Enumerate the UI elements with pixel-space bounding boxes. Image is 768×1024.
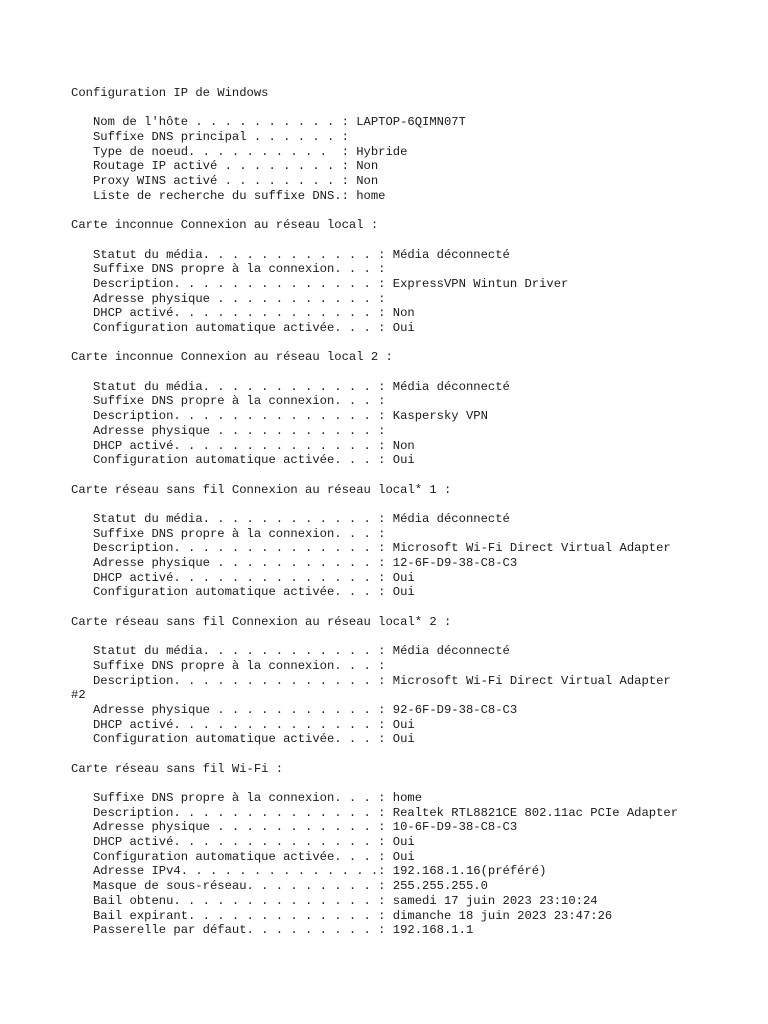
output-line: DHCP activé. . . . . . . . . . . . . . : Oui	[71, 835, 415, 850]
output-line: DHCP activé. . . . . . . . . . . . . . : Non	[71, 438, 415, 453]
output-line: Carte réseau sans fil Wi-Fi :	[71, 761, 284, 776]
blank-line	[71, 629, 768, 644]
output-line: Carte réseau sans fil Connexion au réseau local* 1 :	[71, 482, 452, 497]
output-line: Description. . . . . . . . . . . . . . : Microsoft Wi-Fi Direct Virtual Adapter	[71, 541, 671, 556]
output-line: Adresse IPv4. . . . . . . . . . . . . .: 192.168.1.16(préféré)	[71, 864, 547, 879]
output-line: Description. . . . . . . . . . . . . . : Microsoft Wi-Fi Direct Virtual Adapter	[71, 673, 671, 688]
output-line: Type de noeud. . . . . . . . . . : Hybride	[71, 144, 408, 159]
output-line: Statut du média. . . . . . . . . . . . : Média déconnecté	[71, 379, 510, 394]
output-line: Configuration automatique activée. . . : Oui	[71, 453, 415, 468]
output-line: Configuration automatique activée. . . : Oui	[71, 849, 415, 864]
output-line: Adresse physique . . . . . . . . . . . : 12-6F-D9-38-C8-C3	[71, 556, 518, 570]
blank-line	[71, 101, 768, 116]
output-line: Carte réseau sans fil Connexion au réseau local* 2 :	[71, 614, 452, 629]
blank-line	[71, 497, 768, 512]
output-line: Suffixe DNS principal . . . . . . :	[71, 130, 349, 145]
output-line: DHCP activé. . . . . . . . . . . . . . : Non	[71, 306, 415, 321]
output-line: Adresse physique . . . . . . . . . . . : 92-6F-D9-38-C8-C3	[71, 702, 518, 717]
output-line: Adresse physique . . . . . . . . . . . : 10-6F-D9-38-C8-C3	[71, 820, 518, 835]
output-line: Statut du média. . . . . . . . . . . . : Média déconnecté	[71, 511, 510, 526]
blank-line	[71, 776, 768, 791]
output-line: Configuration automatique activée. . . : Oui	[71, 732, 415, 747]
output-line: Suffixe DNS propre à la connexion. . . : home	[71, 791, 423, 805]
blank-line	[71, 747, 768, 762]
output-line: Nom de l'hôte . . . . . . . . . . : LAPTOP-6QIMN07T	[71, 115, 466, 130]
output-line: Configuration IP de Windows	[71, 86, 269, 100]
output-line: Description. . . . . . . . . . . . . . : ExpressVPN Wintun Driver	[71, 276, 569, 291]
output-line: Suffixe DNS propre à la connexion. . . :	[71, 262, 386, 277]
blank-line	[71, 233, 768, 248]
output-line: Description. . . . . . . . . . . . . . : Kaspersky VPN	[71, 409, 488, 424]
output-line: Statut du média. . . . . . . . . . . . : Média déconnecté	[71, 247, 510, 262]
blank-line	[71, 468, 768, 483]
output-line: Bail expirant. . . . . . . . . . . . . : dimanche 18 juin 2023 23:47:26	[71, 908, 613, 923]
ipconfig-output	[71, 86, 768, 938]
output-line: #2	[71, 688, 86, 703]
output-line: Masque de sous-réseau. . . . . . . . . : 255.255.255.0	[71, 879, 488, 894]
output-line: DHCP activé. . . . . . . . . . . . . . : Oui	[71, 717, 415, 732]
output-line: Proxy WINS activé . . . . . . . . : Non	[71, 174, 379, 189]
output-line: Bail obtenu. . . . . . . . . . . . . . : samedi 17 juin 2023 23:10:24	[71, 893, 598, 908]
output-line: DHCP activé. . . . . . . . . . . . . . : Oui	[71, 570, 415, 585]
blank-line	[71, 336, 768, 351]
blank-line	[71, 365, 768, 380]
output-line: Configuration automatique activée. . . : Oui	[71, 321, 415, 335]
output-line: Routage IP activé . . . . . . . . : Non	[71, 159, 379, 174]
output-line: Liste de recherche du suffixe DNS.: home	[71, 188, 386, 203]
output-line: Suffixe DNS propre à la connexion. . . :	[71, 658, 386, 673]
output-line: Adresse physique . . . . . . . . . . . :	[71, 291, 386, 306]
output-line: Configuration automatique activée. . . : Oui	[71, 585, 415, 600]
output-line: Suffixe DNS propre à la connexion. . . :	[71, 394, 386, 409]
blank-line	[71, 600, 768, 615]
output-line: Suffixe DNS propre à la connexion. . . :	[71, 526, 386, 541]
output-line: Statut du média. . . . . . . . . . . . : Média déconnecté	[71, 644, 510, 659]
output-line: Description. . . . . . . . . . . . . . : Realtek RTL8821CE 802.11ac PCIe Adapter	[71, 805, 679, 820]
output-line: Passerelle par défaut. . . . . . . . . : 192.168.1.1	[71, 923, 474, 938]
output-line: Carte inconnue Connexion au réseau local 2 :	[71, 350, 393, 365]
output-line: Adresse physique . . . . . . . . . . . :	[71, 423, 386, 438]
output-line: Carte inconnue Connexion au réseau local :	[71, 218, 379, 233]
blank-line	[71, 204, 768, 219]
